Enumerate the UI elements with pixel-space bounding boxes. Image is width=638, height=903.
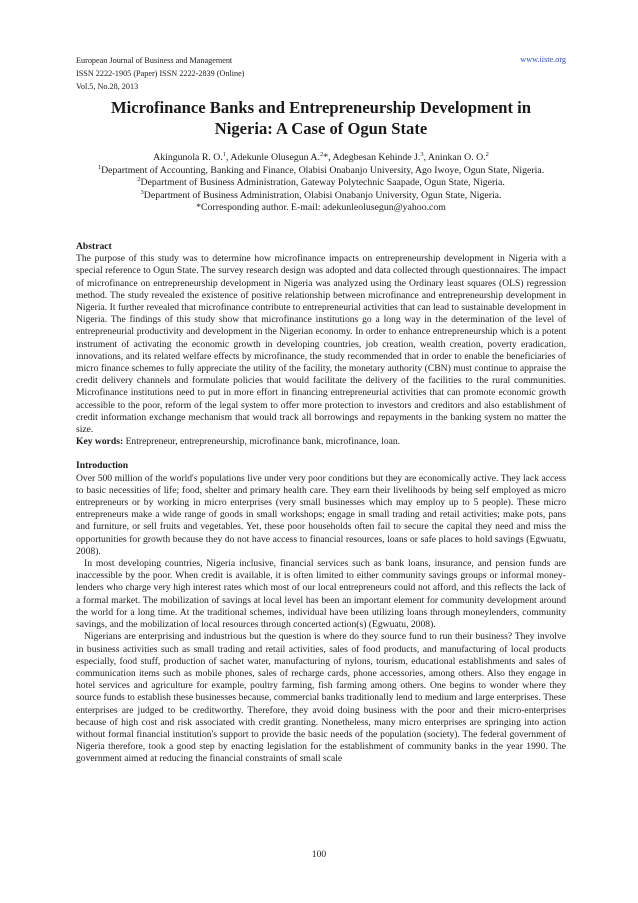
affiliation-3: $^3$Department of Business Administration, Olabisi Onabanjo University, Ogun State, Nigeria. <box>140 188 502 201</box>
paper-title <box>76 97 566 139</box>
keywords-list: Entrepreneur, entrepreneurship, microfinance bank, microfinance, loan. <box>123 436 401 448</box>
journal-name: European Journal of Business and Management <box>76 56 233 65</box>
title-line-1: Microfinance Banks and Entrepreneurship Development in <box>111 98 531 117</box>
page-number: 100 <box>311 849 327 860</box>
keywords <box>76 436 566 448</box>
journal-issn: ISSN 2222-1905 (Paper) ISSN 2222-2839 (Online) <box>76 69 245 78</box>
author-block <box>76 152 566 215</box>
abstract-heading: Abstract <box>76 241 112 252</box>
affiliation-2: $^2$Department of Business Administration, Gateway Polytechnic Saapade, Ogun State, Nigeria. <box>137 176 505 189</box>
keywords-label: Key words: <box>76 436 124 448</box>
title-line-2: Nigeria: A Case of Ogun State <box>214 119 428 138</box>
introduction-heading: Introduction <box>76 460 129 472</box>
paper-body <box>76 241 566 766</box>
journal-volume: Vol.5, No.28, 2013 <box>76 82 139 91</box>
intro-paragraph-3: Nigerians are enterprising and industrious but the question is where do they source fund to run their business? They involve in business activities such as small trading and retail activities, sales of food products, and manufacturing of local products especially, food stuff, production of sachet water, manufacturing of nylons, tourism, educational establishments and sales of communication items such as mobile phones, sales of recharge cards, phone accessories, among others. Also they engage in hotel services and agriculture for example, poultry farming, fish farming among others. One begins to wonder where they source funds to establish these businesses because, commercial banks traditionally lend to medium and large enterprises. These enterprises are judged to be creditworthy. Therefore, they avoid doing business with the poor and their micro-enterprises because of high cost and risk associated with credit granting. Nonetheless, many micro enterprises are springing into action without formal financial institution's support to provide the basic needs of the population (society). The federal government of Nigeria therefore, took a good step by enacting legislation for the establishment of community banks in the year 1990. The government aimed at reducing the financial constraints of small scale <box>76 631 566 765</box>
author-list: Akingunola R. O.$^1$, Adekunle Olusegun A.$^2$*, Adegbesan Kehinde J.$^3$, Aninkan O. O.$^2$ <box>153 151 489 163</box>
intro-paragraph-2: In most developing countries, Nigeria inclusive, financial services such as bank loans, insurance, and pension funds are inaccessible by the poor. When credit is available, it is often limited to either community savings groups or informal money-lenders who charge very high interest rates which most of our local entrepreneurs could not afford, and this reflects the lack of a formal market. The mobilization of savings at local level has been an important element for community development around the world for a long time. At the traditional schemes, individual have been utilizing loans through moneylenders, community savings, and the mobilization of local resources through concerted action(s) (Egwuatu, 2008). <box>76 558 566 631</box>
affiliation-1: $^1$Department of Accounting, Banking and Finance, Olabisi Onabanjo University, Ago Iwoye, Ogun State, Nigeria. <box>97 163 545 176</box>
corresponding-author: *Corresponding author. E-mail: adekunleolusegun@yahoo.com <box>196 202 446 214</box>
journal-website-link[interactable]: www.iiste.org <box>520 55 566 64</box>
abstract-text: The purpose of this study was to determine how microfinance impacts on entrepreneurship development in Nigeria with a special reference to Ogun State. The survey research design was adopted and data collected through questionnaires. The impact of microfinance on entrepreneurship development in Nigeria was analyzed using the Ordinary least squares (OLS) regression method. The study revealed the existence of positive relationship between microfinance and entrepreneurship development in Nigeria. It further revealed that microfinance contribute to entrepreneurial activities that can lead to sustainable development in Nigeria. The findings of this study show that microfinance institutions go a long way in the determination of the level of entrepreneurial productivity and development in the Nigerian economy. In order to enhance entrepreneurship which is a potent instrument of activating the economic growth in developing countries, job creation, wealth creation, poverty eradication, innovations, and its related welfare effects by microfinance, the study recommended that in order to enable the beneficiaries of micro finance schemes to fully appreciate the utility of the facility, the monetary authority (CBN) must continue to appraise the credit delivery channels and formulate policies that would facilitate the delivery of the facilities to the rural communities. Microfinance institutions need to put in more effort in financing entrepreneurial activities that can promote economic growth accessible to the poor, reform of the legal system to offer more protection to investors and creditors and also establishment of credit information exchange mechanism that would track all borrowings and repayments in the banking system no matter the size. <box>76 253 566 436</box>
intro-paragraph-1: Over 500 million of the world's populations live under very poor conditions but they are economically active. They lack access to basic necessities of life; food, shelter and primary health care. They earn their livelihoods by being self employed as micro entrepreneurs or by working in micro enterprises (very small businesses which may employ up to 5 people). These micro entrepreneurs make a wide range of goods in small workshops; engage in small trading and retail activities; make pots, pans and furniture, or sell fruits and vegetables. Yet, these poor households often fail to secure the capital they need and miss the opportunities for growth because they do not have access to financial resources, loans or safe places to hold savings (Egwuatu, 2008). <box>76 472 566 557</box>
